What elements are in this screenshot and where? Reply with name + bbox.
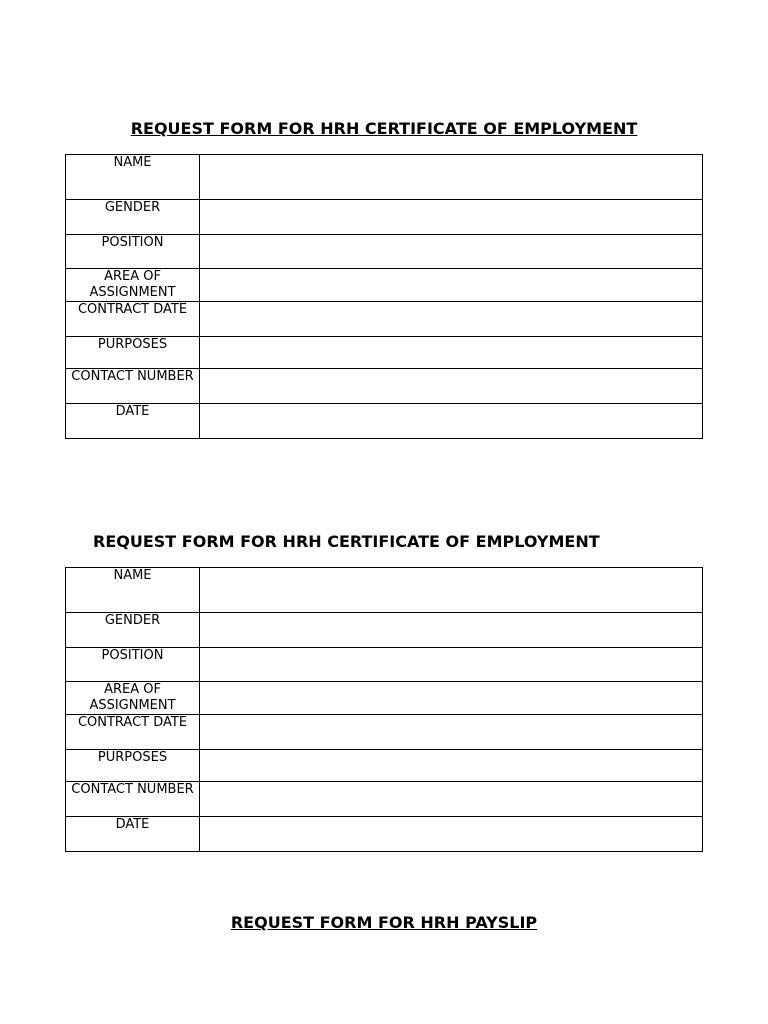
table-row bbox=[66, 369, 703, 404]
table-row bbox=[66, 782, 703, 817]
area-of-assignment-field[interactable] bbox=[200, 682, 703, 715]
field-label-area-of-assignment: AREA OF ASSIGNMENT bbox=[66, 269, 200, 302]
name-field[interactable] bbox=[200, 155, 703, 200]
contract-date-field[interactable] bbox=[200, 302, 703, 337]
contract-date-field[interactable] bbox=[200, 715, 703, 750]
field-label-purposes: PURPOSES bbox=[66, 750, 200, 782]
field-label-area-of-assignment: AREA OF ASSIGNMENT bbox=[66, 682, 200, 715]
table-row bbox=[66, 715, 703, 750]
position-field[interactable] bbox=[200, 648, 703, 682]
table-row bbox=[66, 648, 703, 682]
field-label-name: NAME bbox=[66, 568, 200, 613]
purposes-field[interactable] bbox=[200, 337, 703, 369]
field-label-position: POSITION bbox=[66, 648, 200, 682]
field-label-gender: GENDER bbox=[66, 200, 200, 235]
area-of-assignment-field[interactable] bbox=[200, 269, 703, 302]
table-row bbox=[66, 337, 703, 369]
contact-number-field[interactable] bbox=[200, 369, 703, 404]
certificate-request-table-2 bbox=[65, 567, 703, 852]
certificate-request-table-1 bbox=[65, 154, 703, 439]
table-row bbox=[66, 682, 703, 715]
table-row bbox=[66, 613, 703, 648]
field-label-gender: GENDER bbox=[66, 613, 200, 648]
table-row bbox=[66, 200, 703, 235]
gender-field[interactable] bbox=[200, 613, 703, 648]
date-field[interactable] bbox=[200, 404, 703, 439]
field-label-name: NAME bbox=[66, 155, 200, 200]
name-field[interactable] bbox=[200, 568, 703, 613]
field-label-position: POSITION bbox=[66, 235, 200, 269]
form-title-payslip: REQUEST FORM FOR HRH PAYSLIP bbox=[230, 913, 538, 932]
contact-number-field[interactable] bbox=[200, 782, 703, 817]
field-label-contact-number: CONTACT NUMBER bbox=[66, 369, 200, 404]
table-row bbox=[66, 302, 703, 337]
table-row bbox=[66, 269, 703, 302]
form-title-certificate-2: REQUEST FORM FOR HRH CERTIFICATE OF EMPLOYMENT bbox=[93, 532, 600, 551]
field-label-date: DATE bbox=[66, 404, 200, 439]
form-title-certificate-1: REQUEST FORM FOR HRH CERTIFICATE OF EMPLOYMENT bbox=[130, 119, 638, 138]
position-field[interactable] bbox=[200, 235, 703, 269]
field-label-contract-date: CONTRACT DATE bbox=[66, 715, 200, 750]
table-row bbox=[66, 750, 703, 782]
gender-field[interactable] bbox=[200, 200, 703, 235]
table-row bbox=[66, 817, 703, 852]
field-label-date: DATE bbox=[66, 817, 200, 852]
table-row bbox=[66, 235, 703, 269]
table-row bbox=[66, 404, 703, 439]
field-label-contract-date: CONTRACT DATE bbox=[66, 302, 200, 337]
field-label-purposes: PURPOSES bbox=[66, 337, 200, 369]
purposes-field[interactable] bbox=[200, 750, 703, 782]
field-label-contact-number: CONTACT NUMBER bbox=[66, 782, 200, 817]
table-row bbox=[66, 568, 703, 613]
table-row bbox=[66, 155, 703, 200]
date-field[interactable] bbox=[200, 817, 703, 852]
